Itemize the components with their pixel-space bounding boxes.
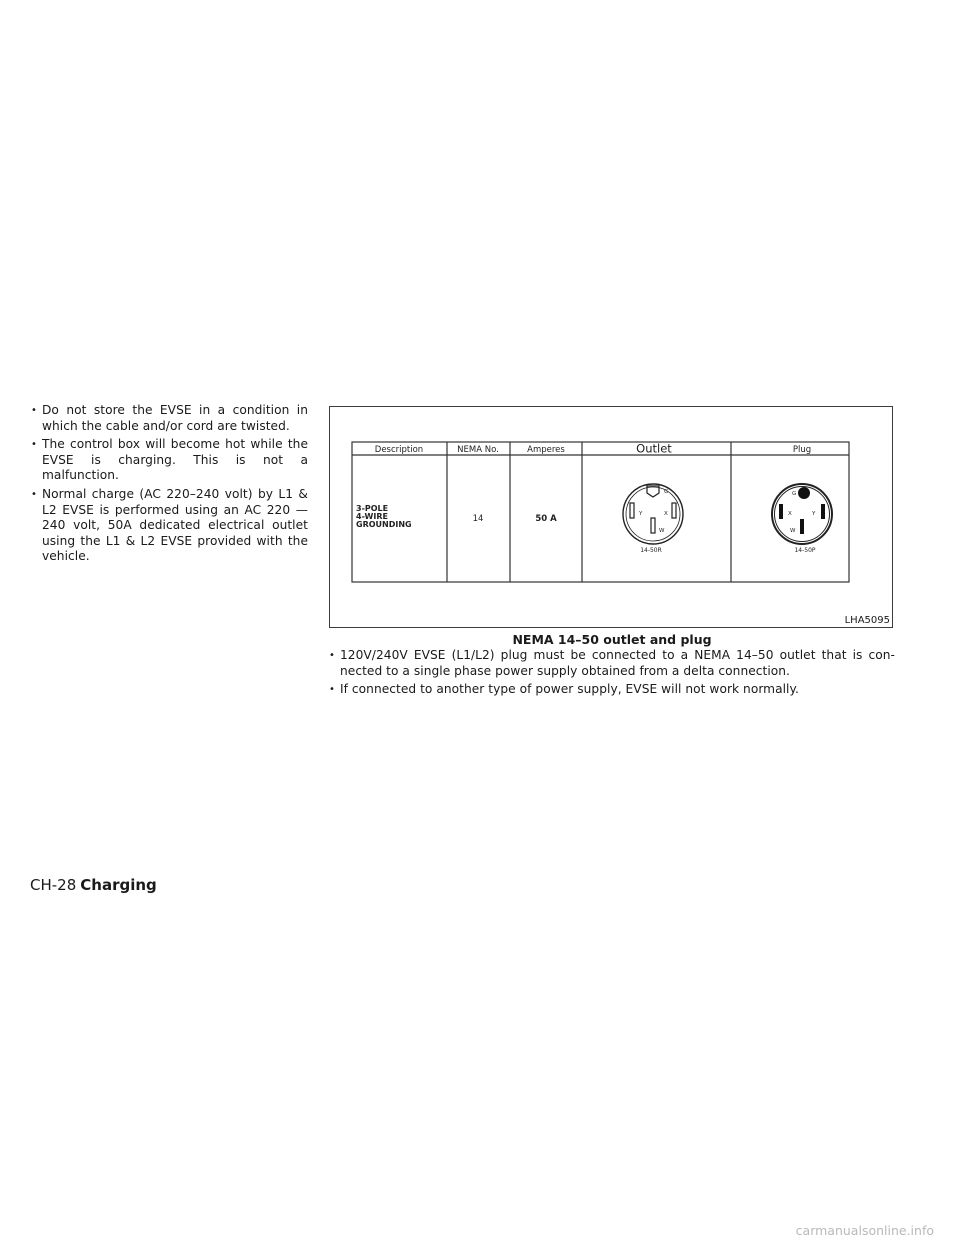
bullet-item: • Normal charge (AC 220–240 volt) by L1 & L2 EVSE is performed using an AC 220 — 240 volt, 50A dedicated electrical outlet using the L1 & L2 EVSE provided with the vehicle.	[31, 487, 308, 565]
outlet-pin-x: X	[664, 511, 668, 517]
nema-number: 14	[472, 514, 484, 524]
header-amperes: Amperes	[527, 445, 565, 455]
outlet-pin-g: G	[664, 489, 669, 495]
left-bullet-list	[31, 403, 308, 568]
header-outlet: Outlet	[636, 441, 672, 456]
description-line-1: 3-POLE	[356, 504, 389, 513]
outlet-caption: 14-50R	[640, 547, 662, 554]
plug-pin-y: Y	[812, 511, 816, 517]
description-line-2: 4-WIRE	[356, 512, 388, 521]
bullet-item: • 120V/240V EVSE (L1/L2) plug must be connected to a NEMA 14–50 outlet that is con-nected to a single phase power supply obtained from a delta connection.	[329, 648, 895, 679]
plug-pin-x: X	[788, 511, 792, 517]
bullet-item: • Do not store the EVSE in a condition in which the cable and/or cord are twisted.	[31, 403, 308, 434]
plug-14-50p-icon	[772, 484, 832, 544]
figure-caption: NEMA 14–50 outlet and plug	[512, 632, 712, 647]
right-bullet-list	[329, 648, 895, 701]
page-footer	[30, 876, 157, 894]
plug-pin-w: W	[790, 528, 796, 534]
nema-table-diagram	[330, 407, 892, 627]
outlet-pin-y: Y	[639, 511, 643, 517]
nema-figure	[329, 406, 893, 628]
header-nema-no: NEMA No.	[457, 445, 499, 455]
plug-pin-g: G	[792, 491, 797, 497]
outlet-14-50r-icon	[623, 484, 683, 544]
header-plug: Plug	[792, 445, 812, 455]
header-description: Description	[374, 445, 424, 455]
description-line-3: GROUNDING	[356, 520, 412, 529]
section-title: Charging	[80, 876, 157, 894]
page-number: CH-28	[30, 876, 77, 894]
figure-id: LHA5095	[844, 615, 890, 626]
bullet-item: • If connected to another type of power supply, EVSE will not work normally.	[329, 682, 895, 698]
bullet-item: • The control box will become hot while the EVSE is charging. This is not a malfunction.	[31, 437, 308, 484]
plug-caption: 14-50P	[794, 547, 816, 554]
amperes-value: 50 A	[535, 514, 557, 524]
watermark: carmanualsonline.info	[795, 1223, 934, 1238]
outlet-pin-w: W	[659, 528, 665, 534]
